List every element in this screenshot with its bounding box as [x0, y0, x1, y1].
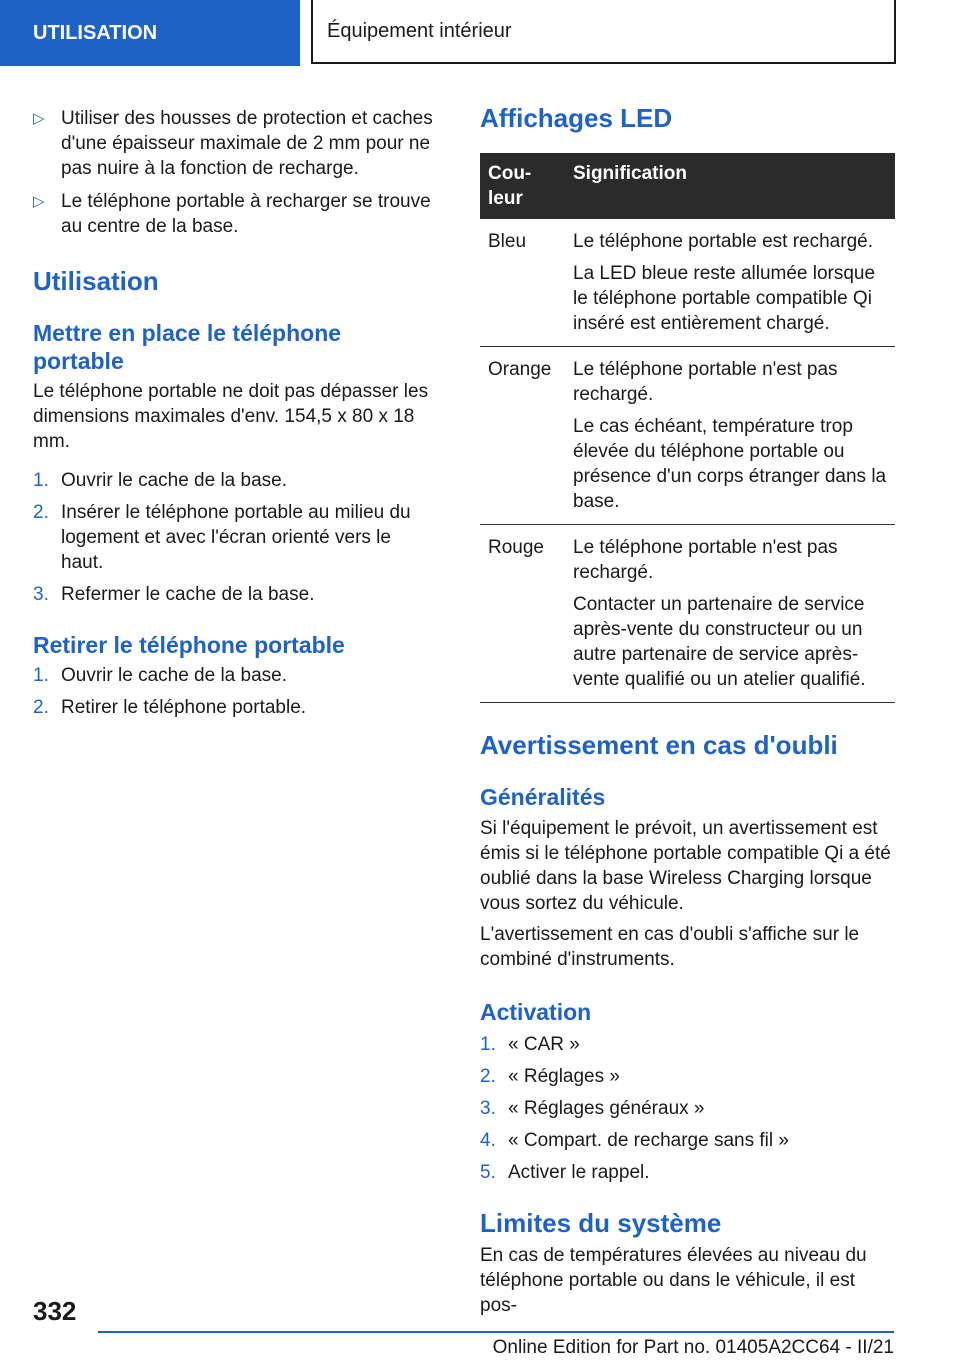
- column-header-meaning: Signification: [565, 153, 895, 219]
- cell-color: Bleu: [480, 219, 565, 347]
- mettre-text: Le téléphone portable ne doit pas dépasser les dimensions maximales d'env. 154,5 x 80 x 18 mm.: [33, 381, 429, 452]
- heading-affichages-led: Affichages LED: [480, 103, 673, 133]
- chapter-title: Équipement intérieur: [311, 0, 896, 64]
- table-row: [480, 219, 895, 347]
- section-tab[interactable]: UTILISATION: [0, 0, 300, 66]
- table-row: [480, 347, 895, 525]
- page-number: 332: [33, 1296, 77, 1326]
- heading-limites: Limites du système: [480, 1208, 722, 1238]
- list-item: 3. « Réglages généraux »: [480, 1098, 705, 1119]
- cell-meaning: Le téléphone portable est rechargé. La LED bleue reste allumée lorsque le téléphone portable compatible Qi inséré est entièrement chargé.: [565, 219, 895, 347]
- footer-divider: [98, 1331, 894, 1333]
- edition-link[interactable]: Online Edition for Part no. 01405A2CC64 - II/21: [492, 1337, 894, 1358]
- heading-avertissement: Avertissement en cas d'oubli: [480, 730, 838, 760]
- cell-color: Orange: [480, 347, 565, 525]
- page-header: [0, 0, 960, 66]
- list-item: 2. Insérer le téléphone portable au milieu du logement et avec l'écran orienté vers le haut.: [33, 502, 411, 573]
- limites-text: En cas de températures élevées au niveau du téléphone portable ou dans le véhicule, il est pos-: [480, 1245, 867, 1316]
- list-item: 2. « Réglages »: [480, 1066, 620, 1087]
- cell-meaning: Le téléphone portable n'est pas rechargé. Le cas échéant, température trop élevée du téléphone portable ou présence d'un corps étranger dans la base.: [565, 347, 895, 525]
- heading-activation: Activation: [480, 999, 592, 1025]
- triangle-bullet-icon: ▷: [33, 193, 45, 210]
- general-paragraph-1: Si l'équipement le prévoit, un avertissement est émis si le téléphone portable compatible Qi a été oublié dans la base Wireless Charging lorsque vous sortez du véhicule.: [480, 818, 891, 914]
- list-item: 4. « Compart. de recharge sans fil »: [480, 1130, 789, 1151]
- bullet-item: ▷ Utiliser des housses de protection et caches d'une épaisseur maximale de 2 mm pour ne pas nuire à la fonction de recharge.: [33, 108, 433, 179]
- heading-generalites: Généralités: [480, 784, 606, 810]
- right-column: [480, 100, 895, 1318]
- bullet-item: ▷ Le téléphone portable à recharger se trouve au centre de la base.: [33, 191, 431, 237]
- heading-mettre-en-place: Mettre en place le téléphone portable: [33, 320, 342, 374]
- left-column: [33, 100, 438, 720]
- list-item: 2. Retirer le téléphone portable.: [33, 697, 307, 718]
- led-table: [480, 153, 895, 703]
- list-item: 5. Activer le rappel.: [480, 1162, 650, 1183]
- list-item: 1. Ouvrir le cache de la base.: [33, 665, 288, 686]
- heading-utilisation: Utilisation: [33, 266, 159, 296]
- column-header-color: Cou-leur: [480, 153, 565, 219]
- list-item: 1. « CAR »: [480, 1034, 580, 1055]
- table-header-row: [480, 153, 895, 219]
- table-row: [480, 525, 895, 703]
- general-paragraph-2: L'avertissement en cas d'oubli s'affiche sur le combiné d'instruments.: [480, 924, 860, 970]
- list-item: 1. Ouvrir le cache de la base.: [33, 470, 288, 491]
- list-item: 3. Refermer le cache de la base.: [33, 584, 315, 605]
- cell-color: Rouge: [480, 525, 565, 703]
- heading-retirer: Retirer le téléphone portable: [33, 632, 345, 658]
- triangle-bullet-icon: ▷: [33, 110, 45, 127]
- cell-meaning: Le téléphone portable n'est pas rechargé. Contacter un partenaire de service après-vente du constructeur ou un autre partenaire de service après-vente qualifié ou un atelier qualifié.: [565, 525, 895, 703]
